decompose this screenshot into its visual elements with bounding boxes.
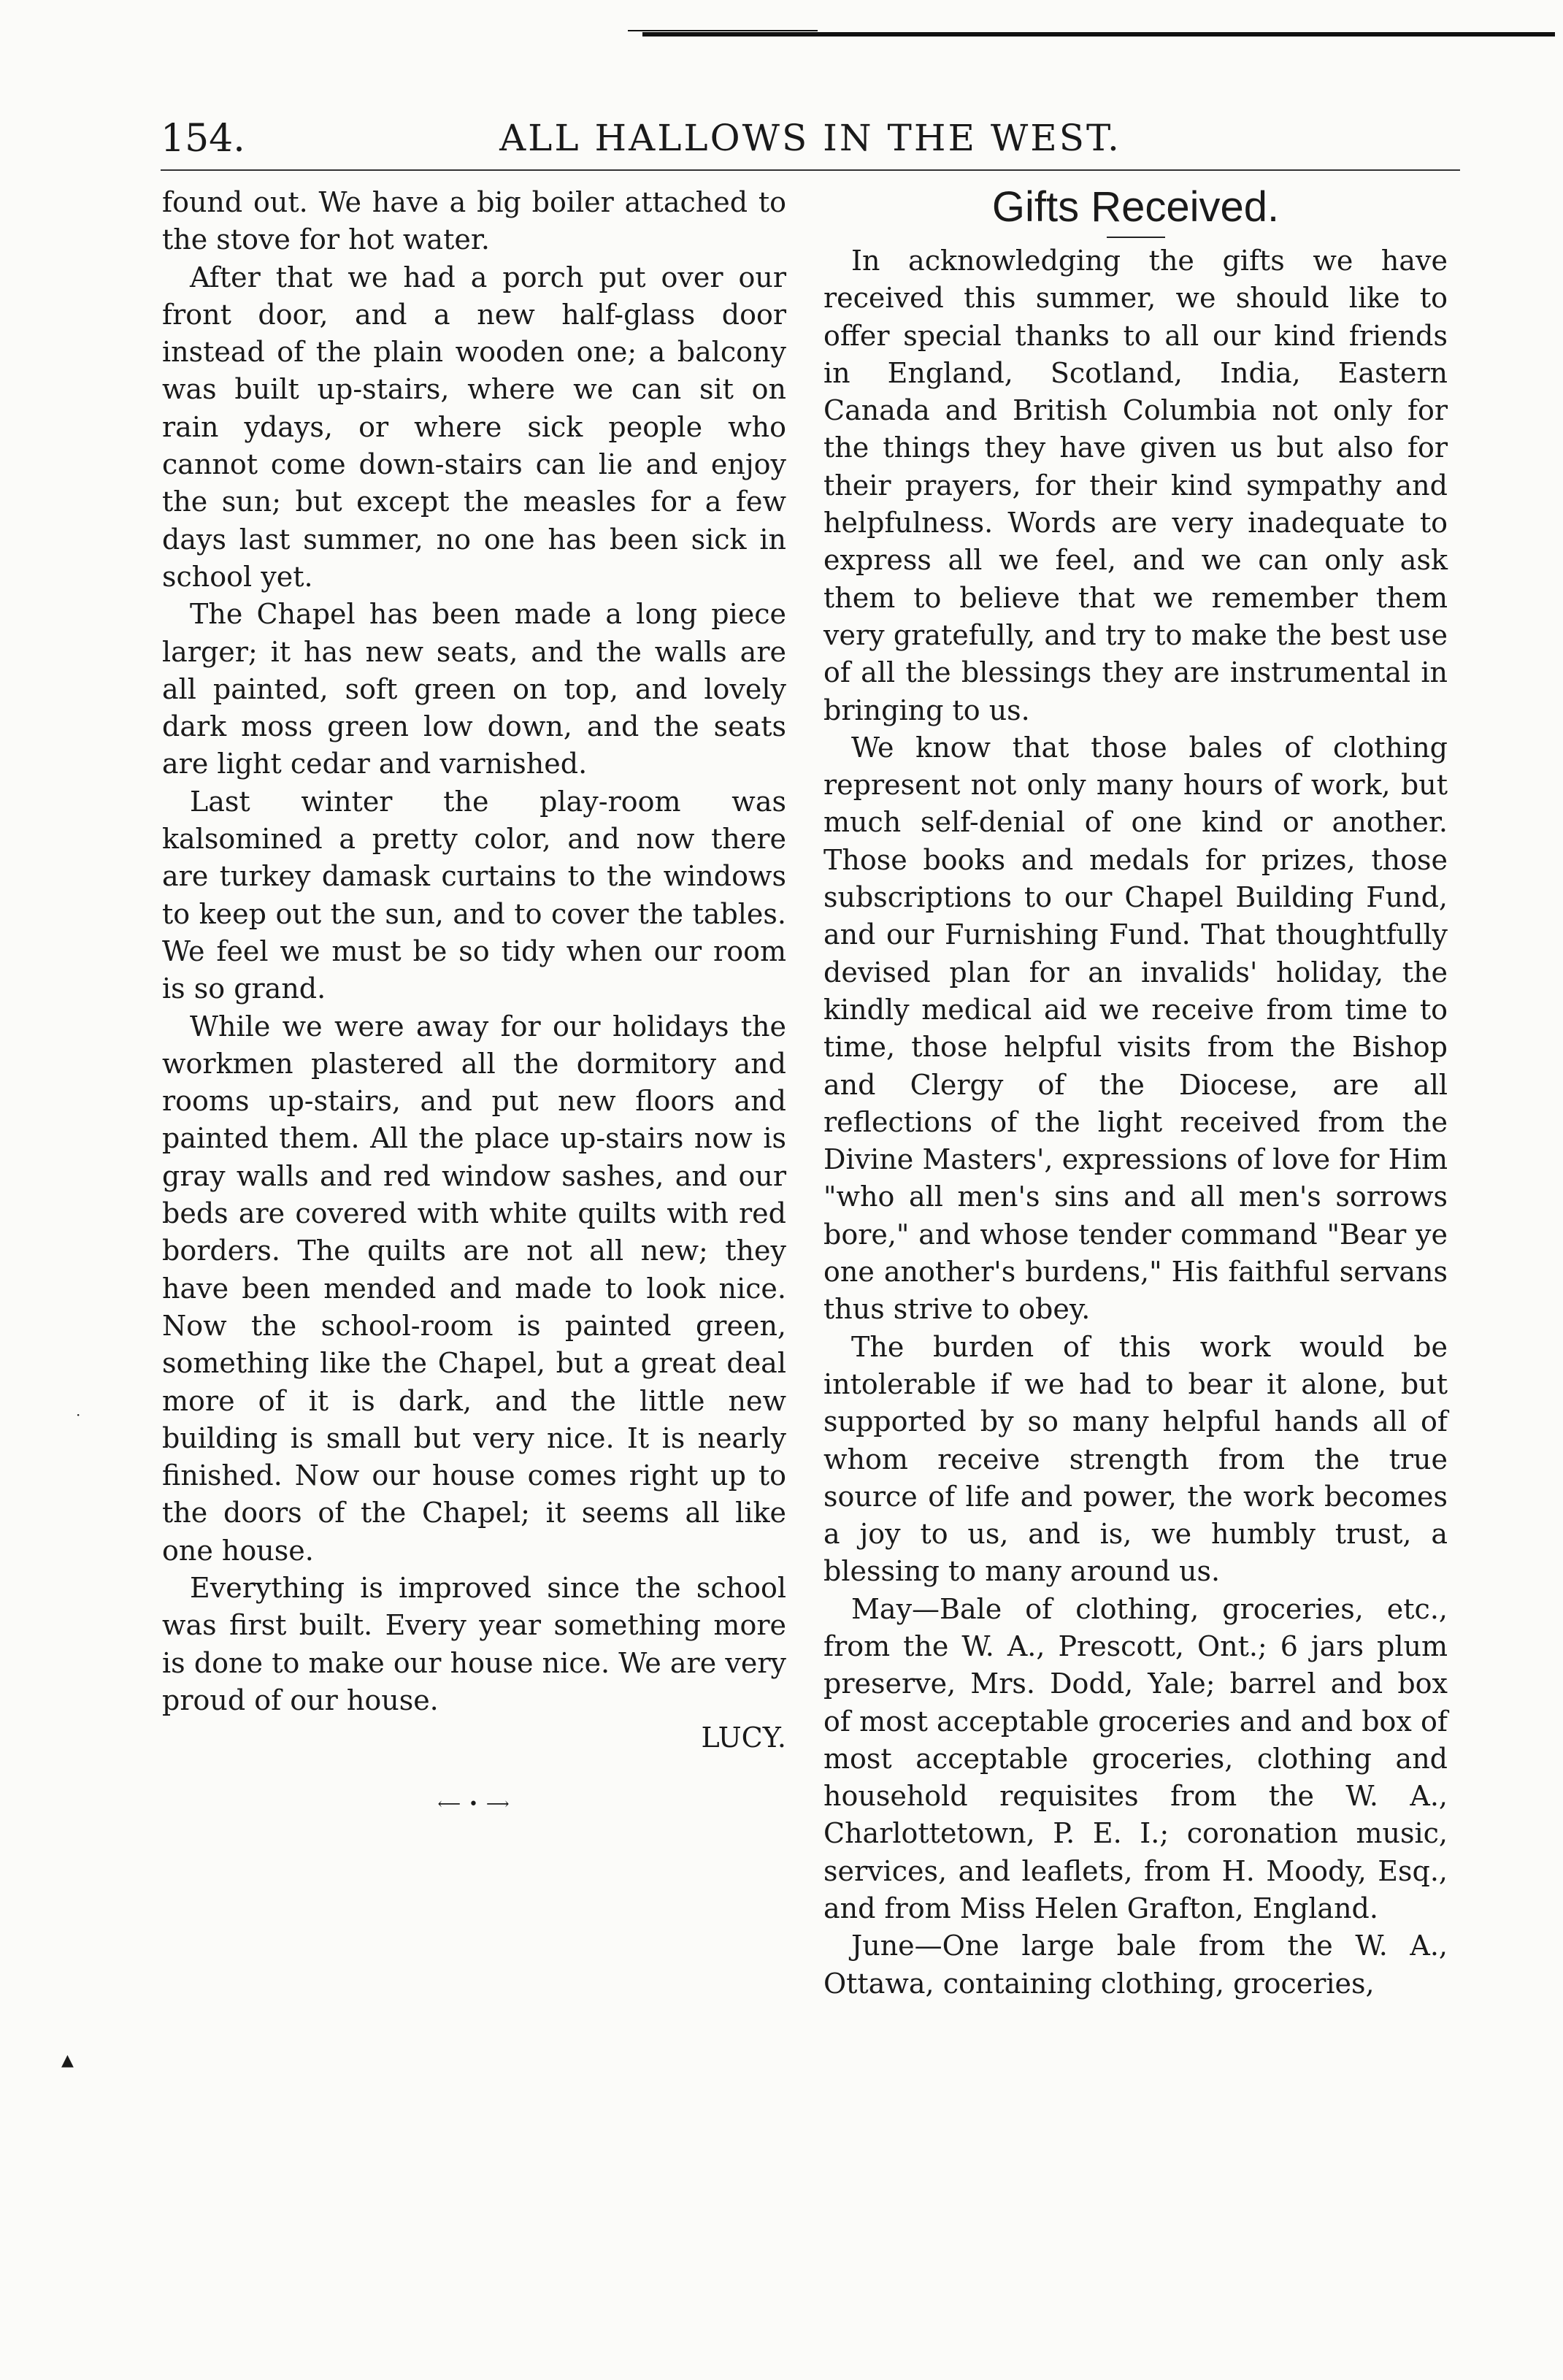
paragraph: Everything is improved since the school was first built. Every year something more is done to make our house nice. We are very proud of our house. (162, 1571, 786, 1716)
running-title: ALL HALLOWS IN THE WEST. (499, 117, 1121, 159)
margin-ink-mark: ▲ (61, 2051, 74, 2070)
top-rule-thin (628, 30, 818, 31)
paragraph: Last winter the play-room was kalsomined a pretty color, and now there are turkey damask curtains to the windows to keep out the sun, and to cover the tables. We feel we must be so tidy when our room is so grand. (162, 785, 786, 1005)
paragraph: We know that those bales of clothing represent not only many hours of work, but much self-denial of one kind or another. Those books and medals for prizes, those subscriptions to our Chapel Building Fund, and our Furnishing Fund. That thoughtfully devised plan for an invalids' holiday, the kindly medical aid we receive from time to time, those helpful visits from the Bishop and Clergy of the Diocese, are all reflections of the light received from the Divine Masters', expressions of love for Him "who all men's sins and all men's sorrows bore," and whose tender command "Bear ye one another's burdens," His faithful servans thus strive to obey. (823, 731, 1448, 1326)
signature: LUCY. (701, 1721, 786, 1754)
paragraph: After that we had a porch put over our front door, and a new half-glass door instead of the plain wooden one; a balcony was built up-stairs, where we can sit on rain ydays, or where sick people who cannot come down-stairs can lie and enjoy the sun; but except the measles for a few days last summer, no one has been sick in school yet. (162, 261, 786, 593)
left-column (162, 184, 786, 1824)
paragraph: The burden of this work would be intolerable if we had to bear it alone, but supported by so many helpful hands all of whom receive strength from the true source of life and power, the work becomes a joy to us, and is, we humbly trust, a blessing to many around us. (823, 1330, 1448, 1588)
right-column (823, 184, 1448, 2003)
paragraph: June—One large bale from the W. A., Ottawa, containing clothing, groceries, (823, 1930, 1448, 2000)
margin-ink-dot: · (76, 1406, 81, 1424)
paragraph: In acknowledging the gifts we have received this summer, we should like to offer special thanks to all our kind friends in England, Scotland, India, Eastern Canada and British Columbia not only for the things they have given us but also for their prayers, for their kind sympathy and helpfulness. Words are very inadequate to express all we feel, and we can only ask them to believe that we remember them very gratefully, and try to make the best use of all the blessings they are instrumental in bringing to us. (823, 245, 1448, 726)
paragraph: found out. We have a big boiler attached to the stove for hot water. (162, 186, 786, 256)
top-rule (642, 32, 1555, 37)
page-number: 154. (161, 117, 245, 161)
header-rule (161, 169, 1460, 171)
heading-rule (1107, 237, 1165, 238)
paragraph: While we were away for our holidays the workmen plastered all the dormitory and rooms up-stairs, and put new floors and painted them. All the place up-stairs now is gray walls and red window sashes, and our beds are covered with white quilts with red borders. The quilts are not all new; they have been mended and made to look nice. Now the school-room is painted green, something like the Chapel, but a great deal more of it is dark, and the little new building is small but very nice. It is nearly finished. Now our house comes right up to the doors of the Chapel; it seems all like one house. (162, 1010, 786, 1567)
section-heading: Gifts Received. (991, 183, 1280, 231)
paragraph: May—Bale of clothing, groceries, etc., from the W. A., Prescott, Ont.; 6 jars plum preserve, Mrs. Dodd, Yale; barrel and box of most acceptable groceries and and box of most acceptable groceries, clothing and household requisites from the W. A., Charlottetown, P. E. I.; coronation music, services, and leaflets, from H. Moody, Esq., and from Miss Helen Grafton, England. (823, 1592, 1448, 1925)
paragraph: The Chapel has been made a long piece larger; it has new seats, and the walls are all painted, soft green on top, and lovely dark moss green low down, and the seats are light cedar and varnished. (162, 598, 786, 780)
section-ornament: ⟵ • ⟶ (437, 1795, 511, 1814)
page-header (161, 117, 1460, 164)
